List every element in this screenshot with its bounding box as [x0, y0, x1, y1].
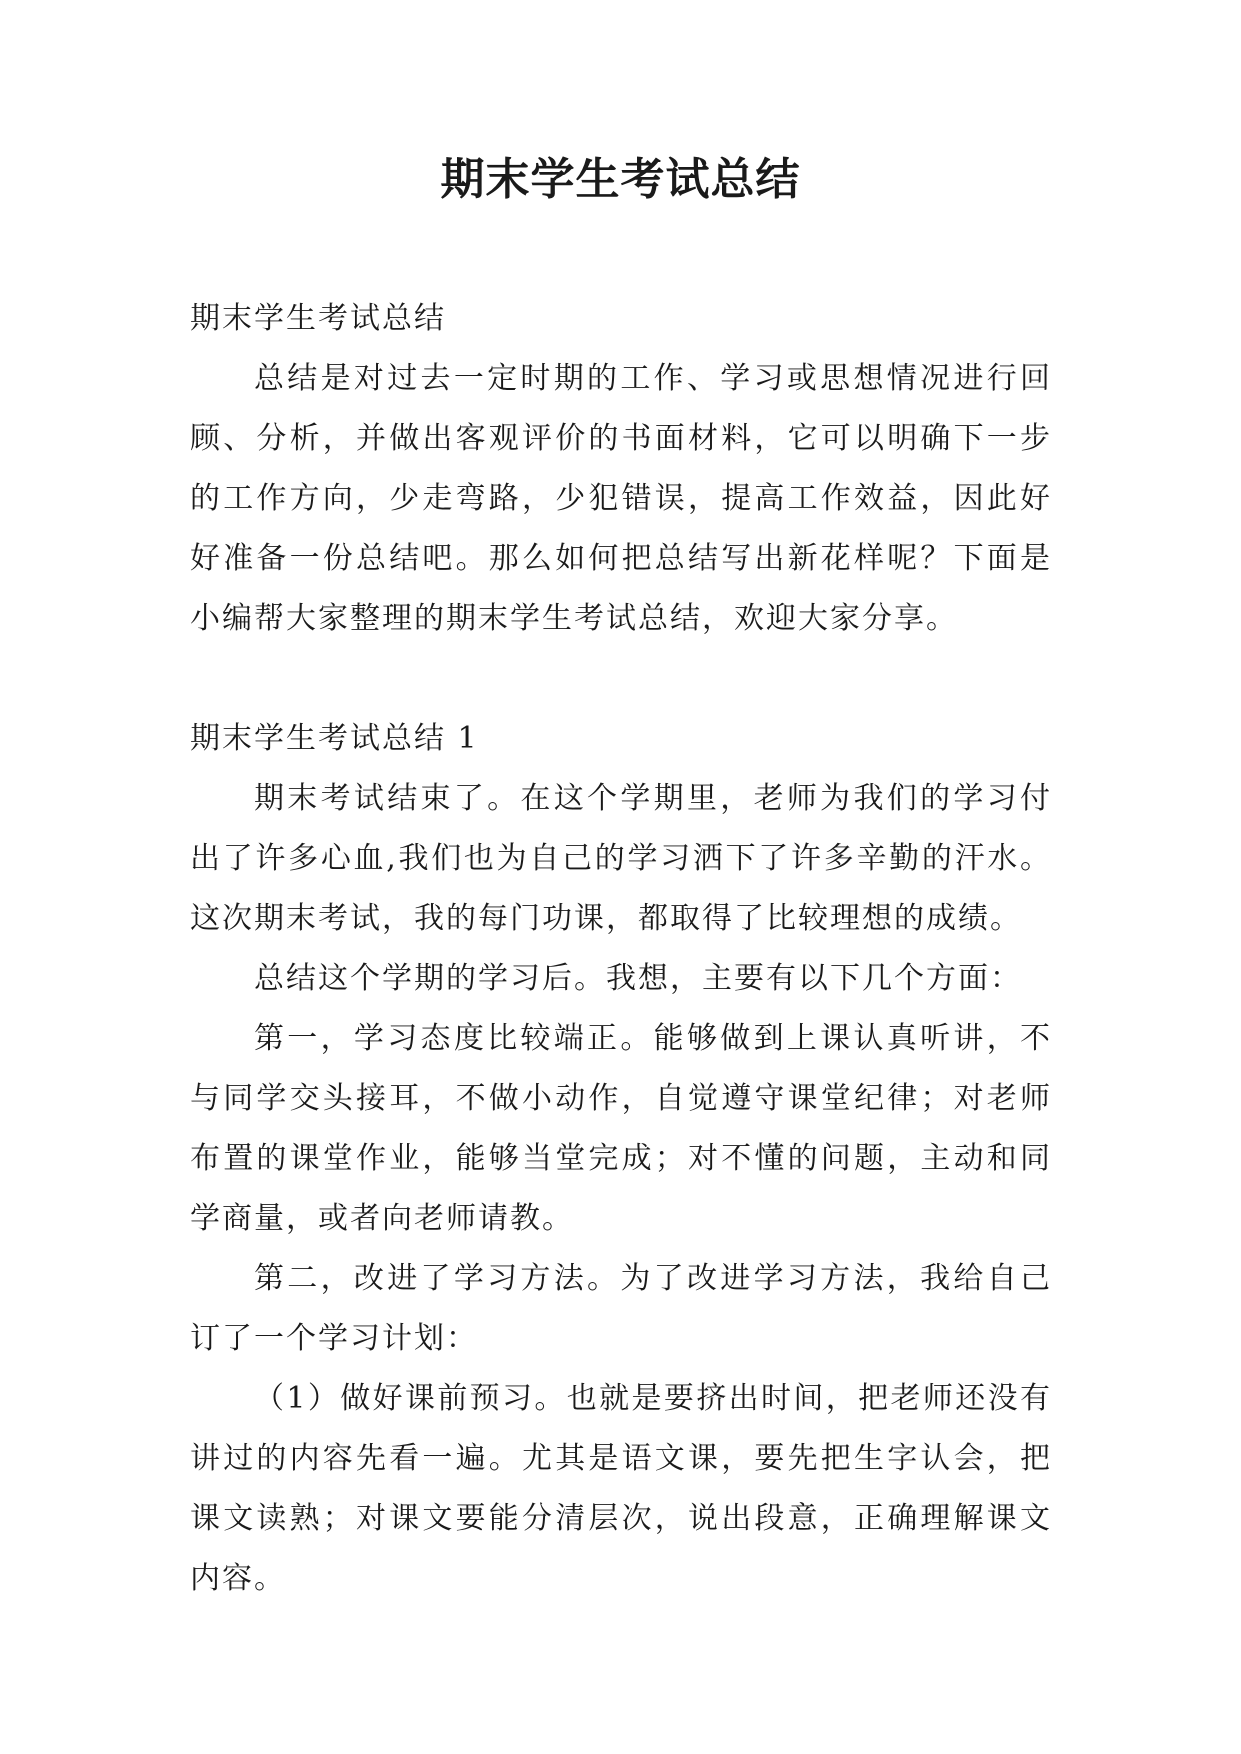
- intro-paragraph: 总结是对过去一定时期的工作、学习或思想情况进行回顾、分析，并做出客观评价的书面材料，它可以明确下一步的工作方向，少走弯路，少犯错误，提高工作效益，因此好好准备一份总结吧。那么如何把总结写出新花样呢？下面是小编帮大家整理的期末学生考试总结，欢迎大家分享。: [190, 361, 1052, 636]
- body-paragraph: 第一，学习态度比较端正。能够做到上课认真听讲，不与同学交头接耳，不做小动作，自觉遵守课堂纪律；对老师布置的课堂作业，能够当堂完成；对不懂的问题，主动和同学商量，或者向老师请教。: [190, 1021, 1052, 1236]
- body-paragraph: （1）做好课前预习。也就是要挤出时间，把老师还没有讲过的内容先看一遍。尤其是语文课，要先把生字认会，把课文读熟；对课文要能分清层次，说出段意，正确理解课文内容。: [190, 1381, 1052, 1596]
- body-paragraph: 总结这个学期的学习后。我想，主要有以下几个方面：: [254, 961, 1022, 996]
- document-title: 期末学生考试总结: [440, 154, 801, 205]
- intro-heading: 期末学生考试总结: [190, 301, 446, 336]
- body-paragraph: 期末考试结束了。在这个学期里，老师为我们的学习付出了许多心血,我们也为自己的学习洒下了许多辛勤的汗水。这次期末考试，我的每门功课，都取得了比较理想的成绩。: [190, 781, 1052, 936]
- section-heading: 期末学生考试总结 1: [190, 721, 479, 756]
- section-spacer: [190, 649, 1052, 709]
- body-paragraph: 第二，改进了学习方法。为了改进学习方法，我给自己订了一个学习计划：: [190, 1261, 1052, 1356]
- document-body: [190, 289, 1052, 1609]
